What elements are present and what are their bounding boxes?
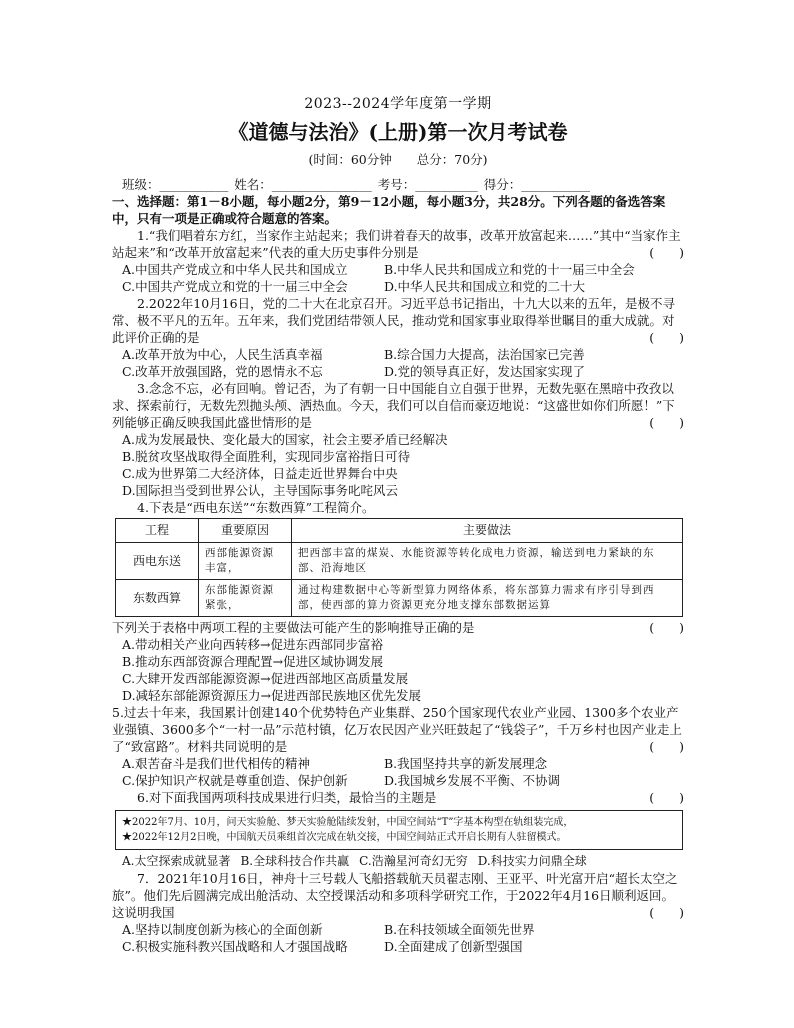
option-a: A.艰苦奋斗是我们世代相传的精神 [122, 756, 311, 771]
answer-paren: ( ) [649, 245, 684, 260]
option-a: A.成为发展最快、变化最大的国家，社会主要矛盾已经解决 [122, 432, 448, 447]
section-instructions: 一、选择题：第1－8小题，每小题2分，第9－12小题，每小题3分，共28分。下列各题的备选答案中，只有一项是正确或符合题意的答案。 [112, 194, 666, 226]
question-3 [112, 380, 684, 431]
question-5 [112, 704, 684, 755]
option-c: C.改革开放强国路，党的恩情永不忘 [122, 364, 323, 379]
question-4-options [112, 636, 684, 704]
option-b: B.综合国力大提高，法治国家已完善 [384, 347, 585, 362]
table-row [116, 543, 683, 580]
exam-title: 《道德与法治》(上册)第一次月考试卷 [228, 120, 568, 144]
option-a: A.坚持以制度创新为核心的全面创新 [122, 922, 323, 937]
material-line-2: ★2022年12月2日晚，中国航天员乘组首次完成在轨交接，中国空间站正式开启长期有人驻留模式。 [122, 832, 567, 843]
option-d: D.科技实力问鼎全球 [477, 854, 587, 868]
option-a: A.中国共产党成立和中华人民共和国成立 [122, 262, 348, 277]
table-header: 工程 [116, 519, 199, 543]
question-1-options [112, 261, 684, 295]
option-b: B.在科技领域全面领先世界 [384, 922, 535, 937]
table-cell: 把西部丰富的煤炭、水能资源等转化成电力资源，输送到电力紧缺的东部、沿海地区 [292, 543, 683, 580]
table-cell: 东部能源资源紧张， [199, 580, 292, 617]
option-c: C.浩瀚星河奇幻无穷 [359, 854, 468, 868]
name-field: 姓名：________________ [234, 177, 372, 192]
question-4-stem: 下列关于表格中两项工程的主要做法可能产生的影响推导正确的是 [112, 620, 475, 635]
option-b: B.脱贫攻坚战取得全面胜利，实现同步富裕指日可待 [122, 449, 411, 464]
option-a: A.改革开放为中心，人民生活真幸福 [122, 347, 323, 362]
exam-time-score: (时间：60分钟 总分：70分) [308, 152, 488, 167]
question-6-options [112, 853, 684, 870]
exam-page [112, 96, 684, 955]
question-6 [112, 789, 684, 806]
option-b: B.全球科技合作共赢 [240, 854, 350, 868]
option-d: D.我国城乡发展不平衡、不协调 [384, 773, 561, 788]
question-1 [112, 227, 684, 261]
question-4 [112, 619, 684, 636]
table-header: 主要做法 [292, 519, 683, 543]
option-c: C.大肆开发西部能源资源→促进西部地区高质量发展 [122, 671, 409, 686]
table-cell: 通过构建数据中心等新型算力网络体系，将东部算力需求有序引导到西部，使西部的算力资源更充分地支撑东部数据运算 [292, 580, 683, 617]
option-c: C.中国共产党成立和党的十一届三中全会 [122, 279, 348, 294]
question-2-stem: 2.2022年10月16日，党的二十大在北京召开。习近平总书记指出，十九大以来的五年，是极不寻常、极不平凡的五年。五年来，我们党团结带领人民，推动党和国家事业取得举世瞩目的重大成就。对此评价正确的是 [112, 296, 676, 345]
answer-paren: ( ) [649, 905, 684, 920]
option-d: D.中华人民共和国成立和党的二十大 [384, 279, 586, 294]
option-d: D.全面建成了创新型强国 [384, 939, 523, 954]
answer-paren: ( ) [649, 620, 684, 635]
option-c: C.成为世界第二大经济体，日益走近世界舞台中央 [122, 466, 398, 481]
project-table [115, 518, 683, 617]
question-3-options [112, 431, 684, 499]
question-3-stem: 3.念念不忘，必有回响。曾记否，为了有朝一日中国能自立自强于世界，无数先驱在黑暗中孜孜以求、探索前行，无数先烈抛头颅、洒热血。今天，我们可以自信而豪迈地说：“这盛世如你们所愿！”下列能够正确反映我国此盛世情形的是 [112, 381, 675, 430]
option-d: D.党的领导真正好，发达国家实现了 [384, 364, 586, 379]
option-c: C.保护知识产权就是尊重创造、保护创新 [122, 773, 348, 788]
question-7-options [112, 921, 684, 955]
material-box [115, 810, 683, 850]
question-1-stem: 1.“我们唱着东方红，当家作主站起来；我们讲着春天的故事，改革开放富起来……”其中“当家作主站起来”和“改革开放富起来”代表的重大历史事件分别是 [112, 228, 681, 260]
question-2 [112, 295, 684, 346]
option-a: A.带动相关产业向西转移→促进东西部同步富裕 [122, 637, 383, 652]
question-7 [112, 870, 684, 921]
exam-number-field: 考号：__________ [377, 177, 478, 192]
table-header: 重要原因 [199, 519, 292, 543]
school-year: 2023--2024学年度第一学期 [304, 96, 492, 112]
table-cell: 西部能源资源丰富， [199, 543, 292, 580]
table-header-row [116, 519, 683, 543]
student-info-fields [112, 176, 684, 193]
question-5-stem: 5.过去十年来，我国累计创建140个优势特色产业集群、250个国家现代农业产业园、1300多个农业产业强镇、3600多个“一村一品”示范村镇，亿万农民因产业兴旺鼓起了“钱袋子”，千万乡村也因产业走上了“致富路”。材料共同说明的是 [112, 705, 682, 754]
option-a: A.太空探索成就显著 [122, 854, 231, 868]
option-b: B.我国坚持共享的新发展理念 [384, 756, 548, 771]
answer-paren: ( ) [649, 415, 684, 430]
question-7-stem: 7．2021年10月16日，神舟十三号载人飞船搭载航天员翟志刚、王亚平、叶光富开启“超长太空之旅”。他们先后圆满完成出舱活动、太空授课活动和多项科学研究工作，于2022年4月16日顺利返回。这说明我国 [112, 871, 678, 920]
material-line-1: ★2022年7月、10月，问天实验舱、梦天实验舱陆续发射，中国空间站“T”字基本构型在轨组装完成， [122, 817, 574, 828]
table-row [116, 580, 683, 617]
class-field: 班级：___________ [122, 177, 229, 192]
answer-paren: ( ) [649, 330, 684, 345]
option-c: C.积极实施科教兴国战略和人才强国战略 [122, 939, 348, 954]
score-field: 得分：___________ [483, 177, 591, 192]
answer-paren: ( ) [649, 739, 684, 754]
table-cell: 东数西算 [116, 580, 199, 617]
question-6-stem: 6.对下面我国两项科技成果进行归类，最恰当的主题是 [137, 790, 437, 805]
question-2-options [112, 346, 684, 380]
option-d: D.国际担当受到世界公认，主导国际事务叱咤风云 [122, 483, 399, 498]
question-4-intro: 4.下表是“西电东送”“东数西算”工程简介。 [137, 500, 375, 515]
question-5-options [112, 755, 684, 789]
answer-paren: ( ) [649, 790, 684, 805]
option-b: B.推动东西部资源合理配置→促进区域协调发展 [122, 654, 384, 669]
table-cell: 西电东送 [116, 543, 199, 580]
option-d: D.减轻东部能源资源压力→促进西部民族地区优先发展 [122, 688, 422, 703]
option-b: B.中华人民共和国成立和党的十一届三中全会 [384, 262, 635, 277]
